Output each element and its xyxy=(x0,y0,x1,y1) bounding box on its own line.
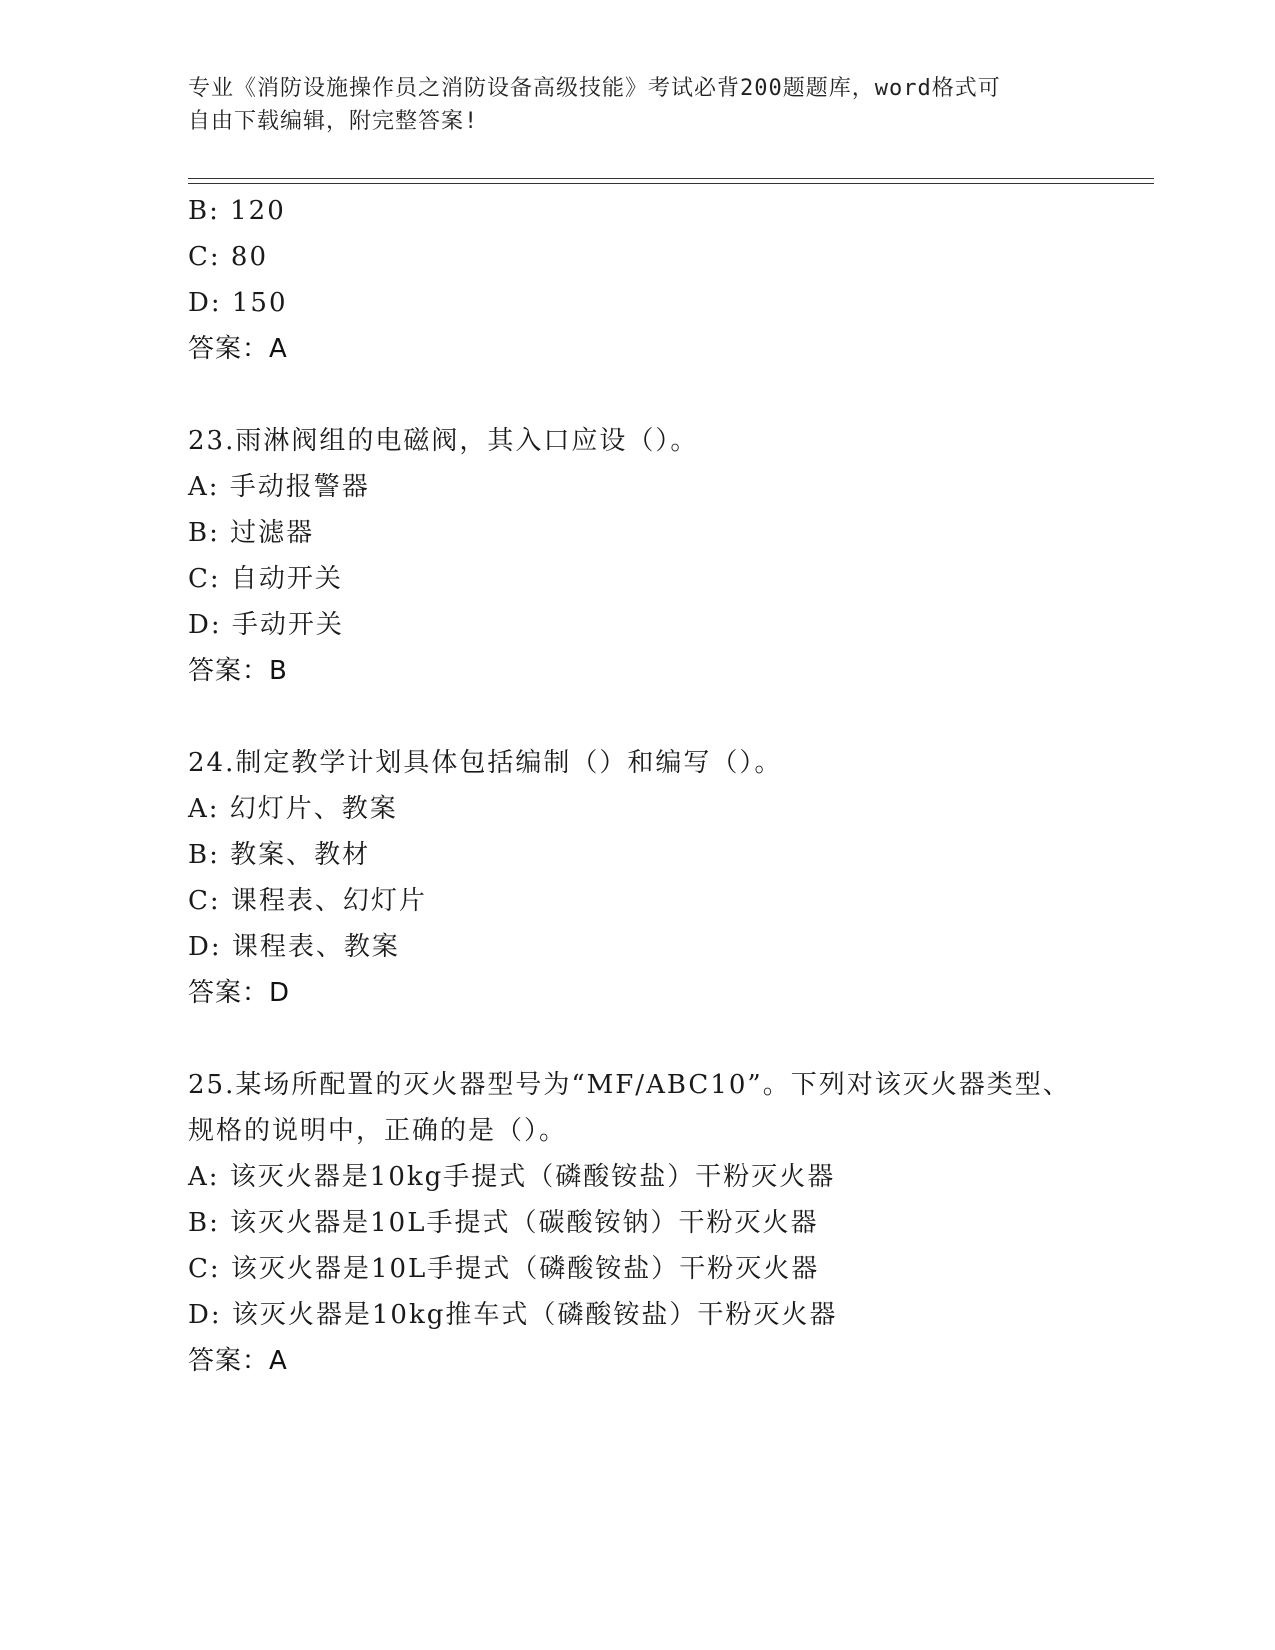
option-a: A: 手动报警器 xyxy=(188,472,370,502)
question-list xyxy=(188,188,1148,1384)
option-b: B: 120 xyxy=(188,196,286,226)
answer-text: 答案：A xyxy=(188,334,288,364)
option-d: D: 150 xyxy=(188,288,288,318)
option-d: D: 课程表、教案 xyxy=(188,932,400,962)
option-c: C: 课程表、幻灯片 xyxy=(188,886,427,916)
header-line-1: 专业《消防设施操作员之消防设备高级技能》考试必背200题题库，word格式可 xyxy=(188,76,1001,101)
question-22-partial xyxy=(188,188,1148,372)
option-c: C: 自动开关 xyxy=(188,564,343,594)
question-stem: 24.制定教学计划具体包括编制（）和编写（）。 xyxy=(188,748,783,778)
question-stem: 23.雨淋阀组的电磁阀，其入口应设（）。 xyxy=(188,426,699,456)
spacer xyxy=(188,372,1148,418)
option-b: B: 教案、教材 xyxy=(188,840,371,870)
header-line-2: 自由下载编辑，附完整答案! xyxy=(188,109,479,134)
option-b: B: 该灭火器是10L手提式（碳酸铵钠）干粉灭火器 xyxy=(188,1208,819,1238)
answer-text: 答案：B xyxy=(188,656,288,686)
spacer xyxy=(188,1016,1148,1062)
document-header xyxy=(188,72,1088,138)
question-stem: 25.某场所配置的灭火器型号为“MF/ABC10”。下列对该灭火器类型、 xyxy=(188,1070,1071,1100)
option-c: C: 80 xyxy=(188,242,269,272)
header-divider-bottom xyxy=(188,183,1154,184)
option-c: C: 该灭火器是10L手提式（磷酸铵盐）干粉灭火器 xyxy=(188,1254,820,1284)
spacer xyxy=(188,694,1148,740)
option-d: D: 手动开关 xyxy=(188,610,344,640)
option-b: B: 过滤器 xyxy=(188,518,315,548)
question-stem-continued: 规格的说明中，正确的是（）。 xyxy=(188,1116,568,1146)
option-d: D: 该灭火器是10kg推车式（磷酸铵盐）干粉灭火器 xyxy=(188,1300,838,1330)
question-24 xyxy=(188,740,1148,1016)
question-23 xyxy=(188,418,1148,694)
answer-text: 答案：A xyxy=(188,1346,288,1376)
answer-text: 答案：D xyxy=(188,978,291,1008)
question-25 xyxy=(188,1062,1148,1384)
option-a: A: 该灭火器是10kg手提式（磷酸铵盐）干粉灭火器 xyxy=(188,1162,836,1192)
header-divider-top xyxy=(188,178,1154,179)
option-a: A: 幻灯片、教案 xyxy=(188,794,398,824)
